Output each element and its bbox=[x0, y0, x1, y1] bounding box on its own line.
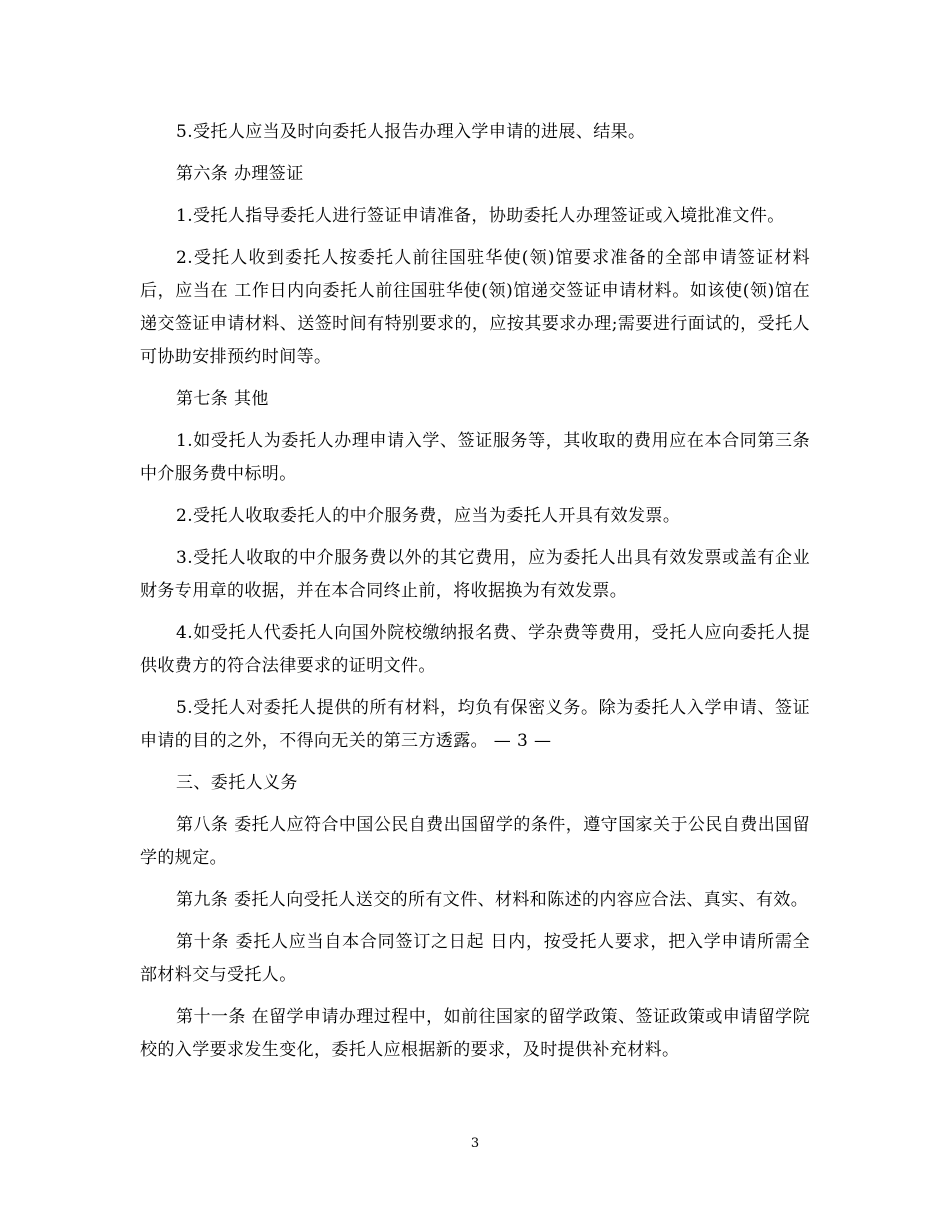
heading-section-3-client-duties: 三、委托人义务 bbox=[176, 773, 298, 793]
paragraph-article-9: 第九条 委托人向受托人送交的所有文件、材料和陈述的内容应合法、真实、有效。 bbox=[176, 890, 809, 910]
document-body bbox=[140, 116, 810, 1076]
paragraph-article-7-item-4: 4.如受托人代委托人向国外院校缴纳报名费、学杂费等费用，受托人应向委托人提供收费方的符合法律要求的证明文件。 bbox=[140, 623, 810, 676]
heading-article-7-other: 第七条 其他 bbox=[176, 389, 269, 409]
paragraph-article-7-item-1: 1.如受托人为委托人办理申请入学、签证服务等，其收取的费用应在本合同第三条中介服务费中标明。 bbox=[140, 431, 810, 484]
paragraph-article-11: 第十一条 在留学申请办理过程中，如前往国家的留学政策、签证政策或申请留学院校的入学要求发生变化，委托人应根据新的要求，及时提供补充材料。 bbox=[140, 1007, 810, 1060]
paragraph-article-7-item-2: 2.受托人收取委托人的中介服务费，应当为委托人开具有效发票。 bbox=[176, 506, 681, 526]
paragraph-visa-clause-5-progress-report: 5.受托人应当及时向委托人报告办理入学申请的进展、结果。 bbox=[176, 122, 646, 142]
page-number: 3 bbox=[470, 1136, 480, 1151]
paragraph-article-6-item-2: 2.受托人收到委托人按委托人前往国驻华使(领)馆要求准备的全部申请签证材料后，应当在 工作日内向委托人前往国驻华使(领)馆递交签证申请材料。如该使(领)馆在递交签证申请材料、送签时间有特别要求的，应按其要求办理;需要进行面试的，受托人可协助安排预约时间等。 bbox=[140, 248, 810, 367]
paragraph-article-10: 第十条 委托人应当自本合同签订之日起 日内，按受托人要求，把入学申请所需全部材料交与受托人。 bbox=[140, 932, 810, 985]
paragraph-article-6-item-1: 1.受托人指导委托人进行签证申请准备，协助委托人办理签证或入境批准文件。 bbox=[176, 206, 785, 226]
heading-article-6-visa: 第六条 办理签证 bbox=[176, 164, 304, 184]
paragraph-article-7-item-3: 3.受托人收取的中介服务费以外的其它费用，应为委托人出具有效发票或盖有企业财务专用章的收据，并在本合同终止前，将收据换为有效发票。 bbox=[140, 548, 810, 601]
paragraph-article-7-item-5: 5.受托人对委托人提供的所有材料，均负有保密义务。除为委托人入学申请、签证申请的目的之外，不得向无关的第三方透露。 — 3 — bbox=[140, 698, 810, 751]
paragraph-article-8: 第八条 委托人应符合中国公民自费出国留学的条件，遵守国家关于公民自费出国留学的规定。 bbox=[140, 815, 810, 868]
